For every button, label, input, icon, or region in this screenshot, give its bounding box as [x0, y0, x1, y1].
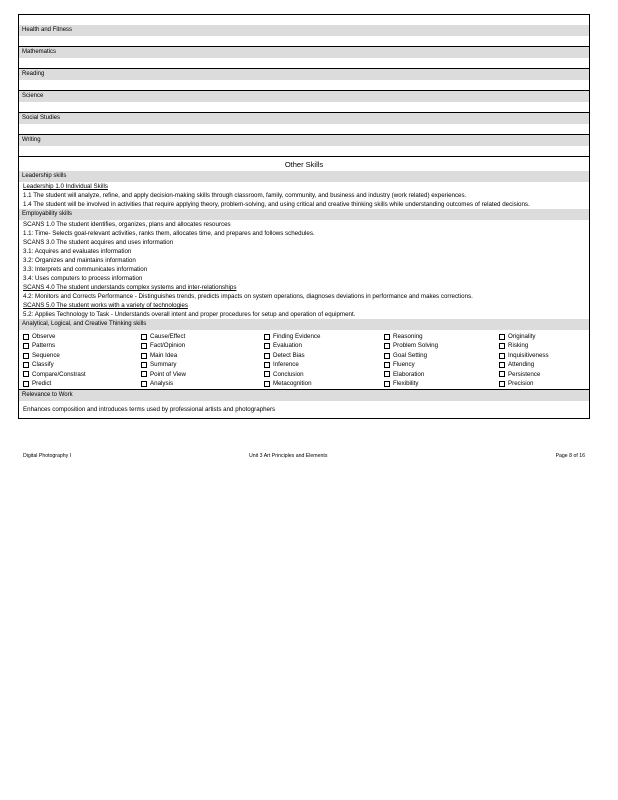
skill-statement: SCANS 5.0 The student works with a variety of technologies: [23, 302, 188, 309]
skill-statement: 3.4: Uses computers to process information: [23, 275, 143, 282]
thinking-skill-option[interactable]: [23, 341, 141, 350]
relevance-text: Enhances composition and introduces terms used by professional artists and photographers: [23, 406, 276, 414]
thinking-skill-option[interactable]: [384, 360, 499, 369]
skill-statement: SCANS 3.0 The student acquires and uses information: [23, 239, 174, 246]
checkbox-label: Attending: [508, 361, 535, 369]
checkbox[interactable]: [384, 334, 390, 340]
checkbox[interactable]: [141, 334, 147, 340]
thinking-skill-option[interactable]: [141, 332, 264, 341]
checkbox[interactable]: [23, 362, 29, 368]
thinking-skill-option[interactable]: [264, 379, 384, 388]
page-footer: [23, 453, 585, 463]
checkbox[interactable]: [23, 334, 29, 340]
thinking-skill-option[interactable]: [264, 351, 384, 360]
thinking-skill-option[interactable]: [384, 341, 499, 350]
checkbox-label: Metacognition: [273, 380, 312, 388]
thinking-skill-option[interactable]: [499, 360, 585, 369]
checkbox[interactable]: [264, 343, 270, 349]
checkbox[interactable]: [141, 343, 147, 349]
subject-heading: Reading: [19, 68, 589, 80]
skill-statement: 4.2: Monitors and Corrects Performance - Distinguishes trends, predicts impacts on system operations, diagnoses deviations in performance and makes corrections.: [23, 293, 473, 300]
leadership-skills-heading: Leadership skills: [19, 171, 589, 182]
subject-content: [19, 102, 589, 112]
skill-statement: 1.1: Time- Selects goal-relevant activities, ranks them, allocates time, and prepares and follows schedules.: [23, 230, 315, 237]
thinking-skills-checklist: [19, 330, 589, 389]
thinking-skill-option[interactable]: [499, 370, 585, 379]
checkbox[interactable]: [23, 353, 29, 359]
skill-statement: SCANS 1.0 The student identifies, organizes, plans and allocates resources: [23, 221, 231, 228]
checkbox-label: Precision: [508, 380, 534, 388]
checkbox-label: Problem Solving: [393, 342, 439, 350]
thinking-skill-option[interactable]: [141, 379, 264, 388]
skill-statement: 1.1 The student will analyze, refine, and apply decision-making skills through classroom, family, community, and business and industry (work related) experiences.: [23, 192, 467, 199]
checkbox-label: Risking: [508, 342, 529, 350]
thinking-skill-option[interactable]: [264, 341, 384, 350]
checkbox-label: Reasoning: [393, 333, 423, 340]
checkbox-label: Inquisitiveness: [508, 351, 549, 359]
thinking-skill-option[interactable]: [23, 379, 141, 388]
thinking-skill-option[interactable]: [384, 332, 499, 341]
checkbox-label: Conclusion: [273, 370, 304, 378]
footer-course: Digital Photography I: [23, 453, 72, 459]
thinking-skill-option[interactable]: [264, 360, 384, 369]
checkbox[interactable]: [141, 362, 147, 368]
subject-content: [19, 124, 589, 134]
relevance-heading: Relevance to Work: [19, 389, 589, 401]
employability-skills-heading: Employability skills: [19, 209, 589, 220]
thinking-skill-option[interactable]: [384, 379, 499, 388]
checkbox[interactable]: [384, 362, 390, 368]
checkbox[interactable]: [384, 353, 390, 359]
checkbox-label: Persistence: [508, 370, 541, 378]
thinking-skill-option[interactable]: [141, 360, 264, 369]
thinking-skill-option[interactable]: [384, 351, 499, 360]
checkbox[interactable]: [384, 371, 390, 377]
lesson-plan-table: [18, 14, 590, 419]
checkbox[interactable]: [264, 381, 270, 387]
thinking-skill-option[interactable]: [499, 351, 585, 360]
checkbox[interactable]: [23, 371, 29, 377]
skill-statement: 3.3: Interprets and communicates information: [23, 266, 148, 273]
thinking-skill-option[interactable]: [141, 351, 264, 360]
subject-content: [19, 80, 589, 90]
footer-page-number: Page 8 of 16: [555, 453, 585, 459]
checkbox-label: Fluency: [393, 361, 415, 369]
checkbox[interactable]: [23, 381, 29, 387]
thinking-skill-option[interactable]: [499, 341, 585, 350]
checkbox[interactable]: [264, 362, 270, 368]
subject-heading: Science: [19, 90, 589, 102]
skill-statement: 3.1: Acquires and evaluates information: [23, 248, 132, 255]
footer-unit: Unit 3 Art Principles and Elements: [249, 453, 328, 459]
thinking-skill-option[interactable]: [141, 341, 264, 350]
checkbox[interactable]: [499, 353, 505, 359]
subject-heading: Health and Fitness: [19, 25, 589, 36]
skill-statement: SCANS 4.0 The student understands complex systems and inter-relationships: [23, 284, 237, 291]
checkbox[interactable]: [264, 353, 270, 359]
checkbox-label: Summary: [150, 361, 177, 369]
checkbox-label: Fact/Opinion: [150, 342, 186, 350]
checkbox-label: Analysis: [150, 380, 174, 388]
checkbox-label: Sequence: [32, 351, 60, 359]
employability-skills-content: [19, 220, 589, 319]
checkbox[interactable]: [384, 381, 390, 387]
thinking-skill-option[interactable]: [23, 370, 141, 379]
subject-content: [19, 36, 589, 46]
subject-heading: Social Studies: [19, 112, 589, 124]
checkbox[interactable]: [141, 353, 147, 359]
checkbox-label: Flexibility: [393, 380, 419, 388]
checkbox-label: Cause/Effect: [150, 333, 186, 340]
thinking-skill-option[interactable]: [499, 379, 585, 388]
skill-statement: Leadership 1.0 Individual Skills: [23, 183, 108, 190]
subject-heading: Writing: [19, 134, 589, 146]
checkbox-label: Detect Bias: [273, 351, 305, 359]
checkbox-label: Point of View: [150, 370, 187, 378]
subject-heading: Mathematics: [19, 46, 589, 58]
skill-statement: 1.4 The student will be involved in activities that require applying theory, problem-solving, and using critical and creative thinking skills while understanding outcomes of related decisions.: [23, 201, 530, 208]
checkbox-label: Elaboration: [393, 370, 425, 378]
checkbox-label: Compare/Constrast: [32, 370, 86, 378]
checkbox[interactable]: [499, 334, 505, 340]
checkbox[interactable]: [499, 371, 505, 377]
checkbox-label: Inference: [273, 361, 299, 369]
checkbox[interactable]: [23, 343, 29, 349]
checkbox[interactable]: [264, 371, 270, 377]
subject-content: [19, 58, 589, 68]
checkbox-label: Predict: [32, 380, 52, 388]
checkbox-label: Evaluation: [273, 342, 302, 350]
checkbox-label: Goal Setting: [393, 351, 428, 359]
checkbox[interactable]: [141, 371, 147, 377]
skill-statement: 5.2: Applies Technology to Task - Understands overall intent and proper procedures for setup and operation of equipment.: [23, 311, 356, 318]
other-skills-title: Other Skills: [19, 156, 589, 171]
checkbox-label: Classify: [32, 361, 54, 369]
checkbox[interactable]: [499, 381, 505, 387]
thinking-skill-option[interactable]: [23, 332, 141, 341]
checkbox[interactable]: [499, 343, 505, 349]
thinking-skill-option[interactable]: [23, 360, 141, 369]
thinking-skill-option[interactable]: [264, 332, 384, 341]
thinking-skill-option[interactable]: [384, 370, 499, 379]
checkbox[interactable]: [264, 334, 270, 340]
checkbox[interactable]: [141, 381, 147, 387]
checkbox[interactable]: [499, 362, 505, 368]
subject-sections: [19, 25, 589, 156]
thinking-skill-option[interactable]: [23, 351, 141, 360]
subject-content: [19, 146, 589, 156]
checkbox-label: Main Idea: [150, 351, 178, 359]
leadership-skills-content: [19, 182, 589, 209]
checkbox-label: Originality: [508, 333, 536, 340]
skill-statement: 3.2: Organizes and maintains information: [23, 257, 136, 264]
checkbox-label: Patterns: [32, 342, 56, 350]
thinking-skill-option[interactable]: [499, 332, 585, 341]
checkbox[interactable]: [384, 343, 390, 349]
thinking-skill-option[interactable]: [264, 370, 384, 379]
thinking-skill-option[interactable]: [141, 370, 264, 379]
analytical-skills-heading: Analytical, Logical, and Creative Thinking skills: [19, 319, 589, 330]
checkbox-label: Finding Evidence: [273, 333, 321, 340]
checkbox-label: Observe: [32, 333, 56, 340]
